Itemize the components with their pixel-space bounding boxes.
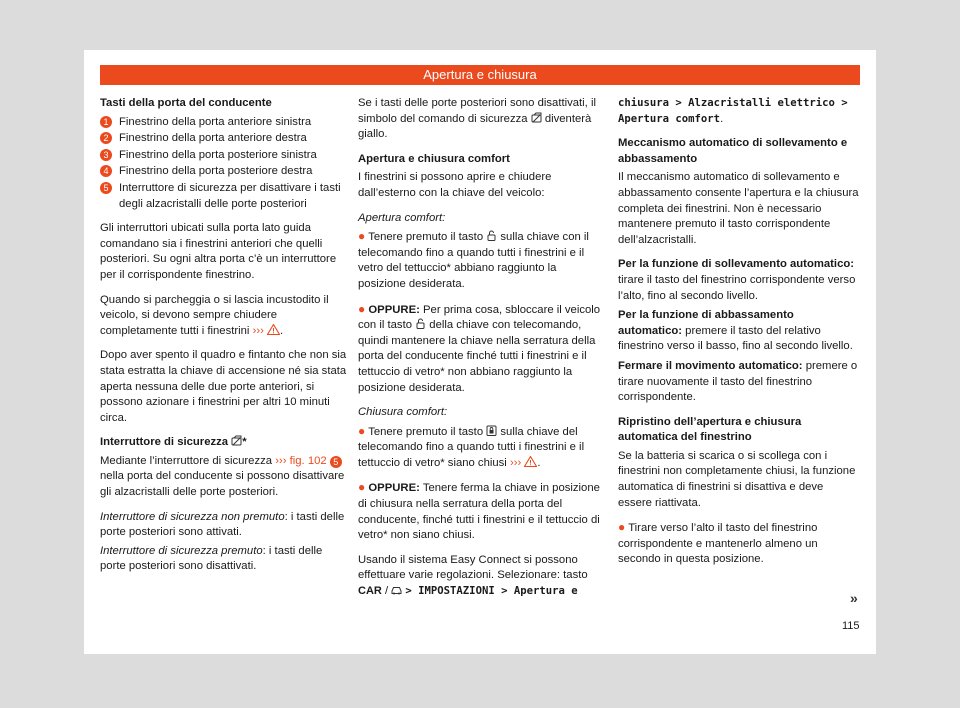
page-number: 115 (842, 620, 860, 632)
menu-path: chiusura > Alzacristalli elettrico > Apertura comfort (618, 97, 848, 125)
bullet-item: ● OPPURE: Per prima cosa, sbloccare il veicolo con il tasto della chiave con telecomando, quindi mantenere la chiave nella serratura della porta del conducente finché tutti i finestrini e il tettuccio di vetro* non abbiano raggiunto la posizione desiderata. (358, 301, 601, 394)
paragraph: Gli interruttori ubicati sulla porta lato guida comandano sia i finestrini anteriori che quelli posteriori. Su ogni altra porta c’è un interruttore per il corrispondente finestrino. (100, 222, 337, 281)
legend-item: 4 Finestrino della porta posteriore destra (100, 164, 350, 180)
figure-link[interactable]: ››› fig. 102 (275, 454, 327, 467)
column-right (618, 96, 860, 577)
heading-safety-switch: Interruttore di sicurezza * (100, 436, 247, 449)
paragraph: Interruttore di sicurezza premuto: i tasti delle porte posteriori sono disattivati. (100, 544, 323, 573)
paragraph: Quando si parcheggia o si lascia incustodito il veicolo, si devono sempre chiudere completamente tutti i finestrini ››› . (100, 293, 329, 337)
paragraph: Usando il sistema Easy Connect si possono effettuare varie regolazioni. Selezionare: tasto CAR / > IMPOSTAZIONI > Apertura e (358, 553, 588, 598)
paragraph: Il meccanismo automatico di sollevamento e abbassamento consente l’apertura e la chiusura completa dei finestrini. Non è necessario mantenere premuto il tasto corrispondente dell’alzacristalli. (618, 171, 859, 246)
paragraph: chiusura > Alzacristalli elettrico > Apertura comfort. (618, 97, 848, 125)
bullet-item: ● Tenere premuto il tasto sulla chiave del telecomando fino a quando tutti i finestrini e il tettuccio di vetro* siano chiusi ››› . (358, 423, 585, 469)
unlock-key-icon (415, 318, 426, 329)
paragraph: Se i tasti delle porte posteriori sono disattivati, il simbolo del comando di sicurezza diventerà giallo. (358, 97, 596, 141)
paragraph: Mediante l’interruttore di sicurezza ››› fig. 102 5nella porta del conducente si possono disattivare gli alzacristalli delle porte posteriori. (100, 454, 345, 499)
section-header: Apertura e chiusura (100, 65, 860, 85)
legend-item: 1 Finestrino della porta anteriore sinistra (100, 115, 350, 131)
warning-icon (524, 456, 537, 467)
callout-number: 5 (330, 456, 342, 468)
bullet-item: ● Tirare verso l’alto il tasto del finestrino corrispondente e mantenerlo almeno un secondo in questa posizione. (618, 520, 818, 566)
subheading-close: Chiusura comfort: (358, 406, 448, 419)
lock-key-icon (486, 425, 497, 436)
unlock-key-icon (486, 230, 497, 241)
heading-comfort: Apertura e chiusura comfort (358, 152, 510, 165)
heading-auto: Meccanismo automatico di sollevamento e abbassamento (618, 137, 848, 165)
subheading-open: Apertura comfort: (358, 211, 446, 224)
warning-icon (267, 324, 280, 335)
crossref-link[interactable]: ››› (509, 456, 522, 469)
paragraph: Se la batteria si scarica o si scollega con i finestrini non completamente chiusi, la funzione automatica di finestrini si disattiva e deve essere riattivata. (618, 449, 856, 509)
paragraph: Fermare il movimento automatico: premere o tirare nuovamente il tasto del finestrino corrispondente. (618, 359, 858, 404)
legend-item: 3 Finestrino della porta posteriore sinistra (100, 148, 350, 164)
crossref-link[interactable]: ››› (252, 324, 264, 337)
paragraph: Per la funzione di abbassamento automatico: premere il tasto del relativo finestrino verso il basso, fino al secondo livello. (618, 309, 853, 353)
heading-reset: Ripristino dell’apertura e chiusura automatica del finestrino (618, 415, 802, 444)
car-button-icon: CAR (358, 585, 382, 598)
paragraph: I finestrini si possono aprire e chiudere dall’esterno con la chiave del veicolo: (358, 171, 552, 199)
paragraph: Dopo aver spento il quadro e fintanto che non sia stata estratta la chiave di accensione né sia stata aperta nessuna delle due porte anteriori, si possono azionare i finestrini per altri 10 minuti circa. (100, 349, 347, 424)
bullet-item: ● Tenere premuto il tasto sulla chiave con il telecomando fino a quando tutti i finestrini e il vetro del tettuccio* abbiano raggiunto la posizione desiderata. (358, 229, 589, 290)
bullet-item: ● OPPURE: Tenere ferma la chiave in posizione di chiusura nella serratura della porta del conducente, finché tutti i finestrini e il tettuccio di vetro* non siano chiusi. (358, 480, 600, 542)
child-lock-icon (531, 112, 542, 123)
menu-path: > IMPOSTAZIONI > Apertura e (405, 585, 578, 598)
paragraph: Per la funzione di sollevamento automatico: tirare il tasto del finestrino corrispondente verso l’alto, fino al secondo livello. (618, 258, 856, 302)
continue-arrow: » (850, 590, 858, 606)
car-settings-icon (391, 584, 402, 595)
child-lock-icon (231, 435, 242, 446)
legend-list (100, 115, 350, 213)
legend-item: 2 Finestrino della porta anteriore destra (100, 131, 350, 147)
paragraph: Interruttore di sicurezza non premuto: i tasti delle porte posteriori sono attivati. (100, 510, 345, 539)
column-middle (358, 96, 602, 609)
heading-driver-buttons: Tasti della porta del conducente (100, 97, 272, 109)
legend-item: 5 Interruttore di sicurezza per disattivare i tasti degli alzacristalli delle porte posteriori (100, 181, 350, 212)
column-left (100, 96, 350, 584)
